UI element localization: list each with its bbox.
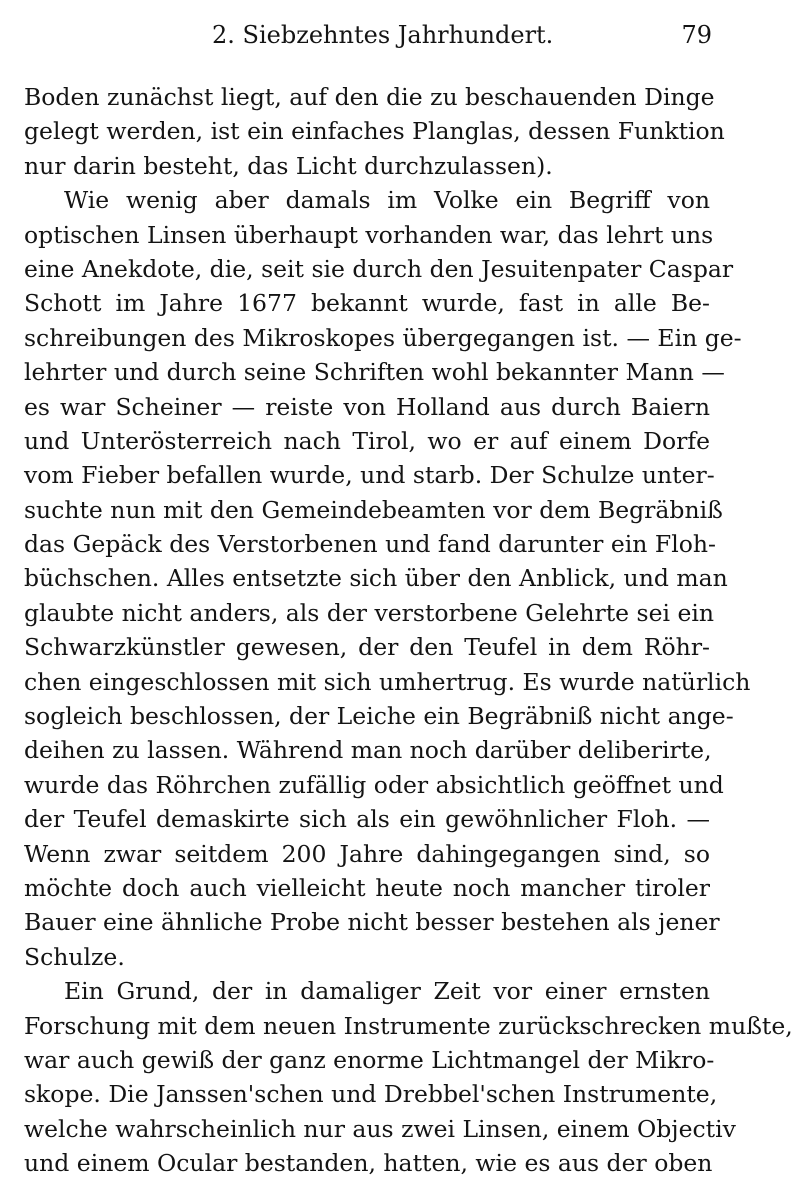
text-line: gelegt werden, ist ein einfaches Planglas, dessen Funktion — [24, 117, 725, 146]
text-line: vom Fieber befallen wurde, und starb. Der Schulze unter- — [24, 461, 715, 490]
text-line: Schulze. — [24, 942, 125, 971]
text-line: nur darin besteht, das Licht durchzulassen). — [24, 151, 553, 180]
text-line: Schott im Jahre 1677 bekannt wurde, fast in alle Be- — [24, 289, 710, 318]
text-line: lehrter und durch seine Schriften wohl bekannter Mann — — [24, 358, 725, 387]
text-line: es war Scheiner — reiste von Holland aus durch Baiern — [24, 392, 710, 421]
text-line: skope. Die Janssen'schen und Drebbel'schen Instrumente, — [24, 1080, 718, 1109]
chapter-title: 2. Siebzehntes Jahrhundert. — [212, 21, 554, 49]
page-number: 79 — [681, 21, 712, 49]
body-text — [24, 80, 793, 1181]
text-line: Wie wenig aber damals im Volke ein Begriff von — [64, 186, 710, 215]
text-line: war auch gewiß der ganz enorme Lichtmangel der Mikro- — [24, 1045, 715, 1074]
text-line: eine Anekdote, die, seit sie durch den Jesuitenpater Caspar — [24, 254, 734, 283]
text-line: Wenn zwar seitdem 200 Jahre dahingegangen sind, so — [24, 839, 710, 868]
paragraph — [24, 974, 793, 1180]
text-line: Schwarzkünstler gewesen, der den Teufel in dem Röhr- — [24, 633, 710, 662]
text-line: büchschen. Alles entsetzte sich über den Anblick, und man — [24, 564, 728, 593]
paragraph — [24, 183, 751, 974]
text-line: deihen zu lassen. Während man noch darüber deliberirte, — [24, 736, 712, 765]
text-line: der Teufel demaskirte sich als ein gewöhnlicher Floh. — — [24, 805, 710, 834]
text-line: welche wahrscheinlich nur aus zwei Linsen, einem Objectiv — [24, 1114, 736, 1143]
text-line: Forschung mit dem neuen Instrumente zurückschrecken mußte, — [24, 1011, 793, 1040]
text-line: Bauer eine ähnliche Probe nicht besser bestehen als jener — [24, 908, 720, 937]
text-line: schreibungen des Mikroskopes übergegangen ist. — Ein ge- — [24, 323, 742, 352]
running-head — [22, 18, 718, 52]
text-line: Boden zunächst liegt, auf den die zu beschauenden Dinge — [24, 83, 715, 111]
paragraph — [24, 80, 725, 183]
text-line: und Unterösterreich nach Tirol, wo er auf einem Dorfe — [24, 426, 710, 455]
text-line: das Gepäck des Verstorbenen und fand darunter ein Floh- — [24, 530, 716, 559]
text-line: optischen Linsen überhaupt vorhanden war, das lehrt uns — [24, 220, 714, 249]
text-line: glaubte nicht anders, als der verstorbene Gelehrte sei ein — [24, 598, 715, 627]
text-line: chen eingeschlossen mit sich umhertrug. Es wurde natürlich — [24, 667, 751, 696]
text-line: sogleich beschlossen, der Leiche ein Begräbniß nicht ange- — [24, 702, 734, 731]
text-line: wurde das Röhrchen zufällig oder absichtlich geöffnet und — [24, 770, 724, 799]
text-line: möchte doch auch vielleicht heute noch mancher tiroler — [24, 873, 710, 902]
text-line: suchte nun mit den Gemeindebeamten vor dem Begräbniß — [24, 495, 723, 524]
text-line: Ein Grund, der in damaliger Zeit vor einer ernsten — [64, 977, 710, 1006]
text-line: und einem Ocular bestanden, hatten, wie es aus der oben — [24, 1149, 713, 1178]
